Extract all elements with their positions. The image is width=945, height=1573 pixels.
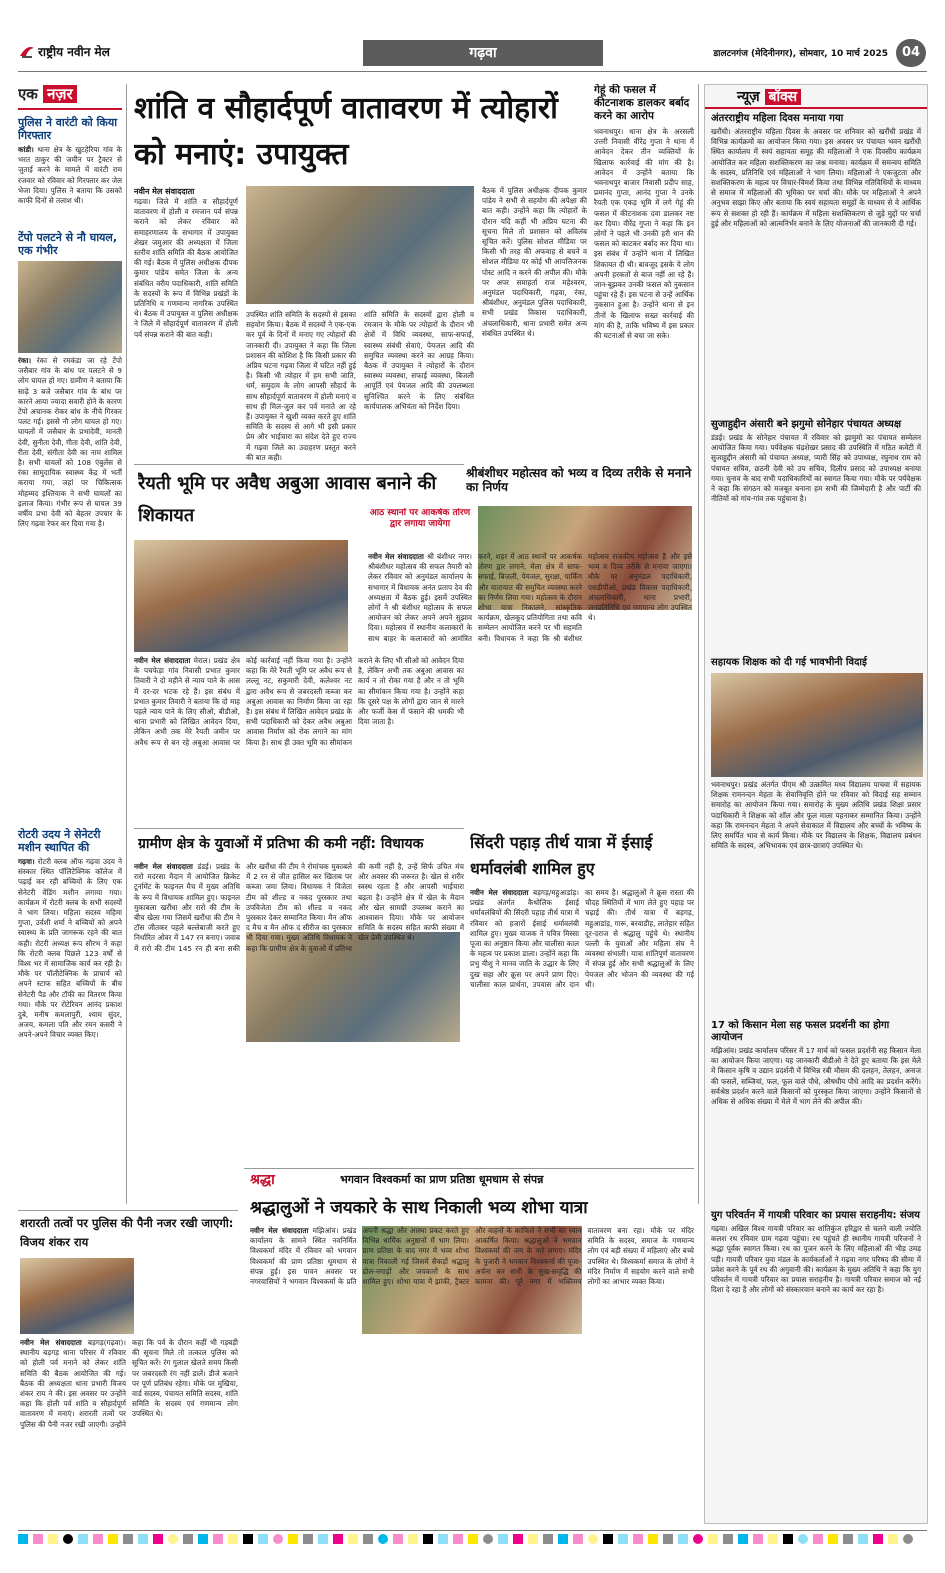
color-swatch <box>828 1534 838 1544</box>
farewell-photo <box>711 673 923 777</box>
color-swatch <box>753 1534 763 1544</box>
color-swatch <box>303 1534 313 1544</box>
lead-body-3: शांति समिति के सदस्यों द्वारा होली व रमजान के मौके पर त्योहारों के दौरान भी क्षेत्रों में विधि व्यवस्था, साफ-सफाई, स्वास्थ्य संबंधी सेवाएं, पेयजल आदि की समुचित व्यवस्था करने का आग्रह किया। बैठक में उपायुक्त ने त्योहारों के दौरान स्वास्थ्य व्यवस्था, सफाई व्यवस्था, बिजली आपूर्ति एवं पेयजल आदि की उपलब्धता सुनिश्चित करने के लिए संबंधित कार्यपालक अभियंता को निर्देश दिया। <box>364 310 474 411</box>
color-swatch <box>333 1534 343 1544</box>
color-swatch <box>78 1534 88 1544</box>
color-swatch <box>273 1534 283 1544</box>
color-swatch <box>888 1534 898 1544</box>
shraddha-headline: श्रद्धालुओं ने जयकारे के साथ निकाली भव्य शोभा यात्रा <box>250 1198 588 1218</box>
left-item-1-text: थाना क्षेत्र के खुटहेरिया गांव के भरत ठाकुर की जमीन पर ट्रैक्टर से जुताई करने के मामले में वारंटी राम रजवार को रविवार को गिरफ्तार कर जेल भेजा दिया। पुलिस ने बताया कि उसको काफी दिनों से तलाश थी। <box>18 145 122 206</box>
shraddha-kicker: श्रद्धा <box>250 1172 275 1188</box>
color-swatch <box>393 1534 403 1544</box>
sindri-byline: नवीन मेल संवाददाता <box>470 888 529 897</box>
news-box-label <box>705 85 927 109</box>
color-swatch <box>648 1534 658 1544</box>
color-swatch <box>618 1534 628 1544</box>
page-number-text: 04 <box>901 45 921 60</box>
news-box-label-2: बॉक्स <box>765 89 802 105</box>
raiyati-byline: नवीन मेल संवाददाता <box>134 656 191 665</box>
shribanshidhar-story <box>366 480 694 824</box>
shribanshidhar-subhead: आठ स्थानों पर आकर्षक तोरण द्वार लगाया जायेगा <box>369 508 471 529</box>
color-swatch <box>63 1534 73 1544</box>
raiyati-headline: रैयती भूमि पर अवैध अबुआ आवास बनाने की शिकायत <box>138 473 437 526</box>
left-item-3-head: रोटरी उदय ने सेनेटरी मशीन स्थापित की <box>18 828 101 854</box>
meeting-photo <box>246 186 474 304</box>
color-swatch <box>243 1534 253 1544</box>
color-swatch <box>408 1534 418 1544</box>
color-swatch <box>498 1534 508 1544</box>
shararati-byline: नवीन मेल संवाददाता <box>20 1338 82 1347</box>
paper-logo-icon <box>18 42 36 60</box>
color-swatch <box>723 1534 733 1544</box>
raiyati-text: मेराल। प्रखंड क्षेत्र के पचफेड़ा गांव निवासी प्रभात कुमार तिवारी ने दो महीने से न्याय पाने के आस में दर-दर भटक रहे हैं। इस संबंध में प्रभात कुमार तिवारी ने बताया कि दो माह पहले न्याय पाने के लिए सीओ, बीडीओ, थाना प्रभारी को लिखित आवेदन दिया, लेकिन अभी तक मेरे रैयती जमीन पर अवैध रूप से बन रहे अबुआ आवास पर कोई कार्रवाई नहीं किया गया है। उन्होंने कहा कि मेरे रैयती भूमि पर अवैध रूप से लल्लू नट, सकुमारी देवी, कलेश्वर नट द्वारा अवैध रूप से जबरदस्ती कब्जा कर अबुआ आवास का निर्माण किया जा रहा है। इस संबंध में लिखित आवेदन प्रखंड के सभी पदाधिकारी को देकर अवैध अबुआ आवास निर्माण को रोक लगाने का मांग किया है। साथ ही उक्त भूमि का सीमांकन कराने के लिए भी सीओ को आवेदन दिया है, लेकिन अभी तक अबुआ आवास का कार्य न तो रोका गया है और न तो भूमि का सीमांकन किया गया है। उन्होंने कहा कि दूसरे पक्ष के लोगों द्वारा जान से मारने और फर्जी केस में फंसाने की धमकी भी दिया जाता है। <box>134 656 464 747</box>
color-swatch <box>588 1534 598 1544</box>
news-box-label-1: न्यूज़ <box>737 89 760 105</box>
color-swatch <box>48 1534 58 1544</box>
box-item-3-body: भवनाथपुर। प्रखंड अंतर्गत पीएम श्री उत्क्रमित मध्य विद्यालय पाचवा में सहायक शिक्षक रामनन्दन मेहता के सेवानिवृत्ति होने पर रविवार को विदाई सह सम्मान समारोह का आयोजन किया गया। समारोह के मुख्य अतिथि प्रखंड शिक्षा प्रसार पदाधिकारी ने शिक्षक को शॉल और फूल माला पहनाकर सम्मानित किया। उन्होंने कहा कि रामनन्दन मेहता ने अपने सेवाकाल में विद्यालय और बच्चों के भविष्य के लिए समर्पित भाव से कार्य किया। मौके पर विद्यालय के शिक्षक, विद्यालय प्रबंधन समिति के सदस्य, अभिभावक एवं छात्र-छात्राएं उपस्थित थे। <box>711 780 921 851</box>
color-swatch <box>288 1534 298 1544</box>
lead-headline: शांति व सौहार्दपूर्ण वातावरण में त्योहारों को मनाएं: उपायुक्त <box>134 91 558 172</box>
color-swatch <box>738 1534 748 1544</box>
color-swatch <box>423 1534 433 1544</box>
left-item-1-dateline: कांडी। <box>18 145 34 154</box>
print-colorbar <box>18 1530 927 1544</box>
color-swatch <box>228 1534 238 1544</box>
sindri-body <box>470 888 694 1158</box>
ek-nazar-column <box>18 84 122 1204</box>
masthead <box>18 38 927 72</box>
ek-nazar-label <box>18 84 122 110</box>
police-meeting-photo <box>20 1258 134 1334</box>
color-swatch <box>843 1534 853 1544</box>
ek-nazar-label-1: एक <box>18 85 38 103</box>
color-swatch <box>708 1534 718 1544</box>
color-swatch <box>513 1534 523 1544</box>
color-swatch <box>348 1534 358 1544</box>
shararati-headline: शरारती तत्वों पर पुलिस की पैनी नजर रखी जाएगी: विजय शंकर राय <box>20 1216 234 1249</box>
grameen-text: डंडई। प्रखंड के रारो मदरसा मैदान में आयोजित क्रिकेट टूर्नामेंट के फाइनल मैच में मुख्य अतिथि के रूप में विधायक शामिल हुए। फाइनल मुकाबला खरौंधा और रारो की टीम के बीच खेला गया जिसमें खरौंधा की टीम ने टॉस जीतकर पहले बल्लेबाजी करते हुए निर्धारित ओवर में 147 रन बनाए। जवाब में रारो की टीम 145 रन ही बना सकी और खरौंधा की टीम ने रोमांचक मुकाबले में 2 रन से जीत हासिल कर खिताब पर कब्जा जमा लिया। विधायक ने विजेता टीम को शील्ड व नकद पुरस्कार तथा उपविजेता टीम को शील्ड व नकद पुरस्कार देकर सम्मानित किया। मैन ऑफ द मैच व मैन ऑफ द सीरीज का पुरस्कार भी दिया गया। मुख्य अतिथि विधायक ने कहा कि ग्रामीण क्षेत्र के युवाओं में प्रतिभा की कमी नहीं है, उन्हें सिर्फ उचित मंच और अवसर की जरूरत है। खेल से शरीर स्वस्थ रहता है और आपसी भाईचारा बढ़ता है। उन्होंने क्षेत्र में खेल के मैदान और खेल सामग्री उपलब्ध कराने का आश्वासन दिया। मौके पर आयोजन समिति के सदस्य सहित काफी संख्या में खेल प्रेमी उपस्थित थे। <box>134 862 464 953</box>
ek-nazar-label-2: नज़र <box>43 85 77 103</box>
color-swatch <box>468 1534 478 1544</box>
color-swatch <box>108 1534 118 1544</box>
color-swatch <box>33 1534 43 1544</box>
color-swatch <box>483 1534 493 1544</box>
shraddha-subhead: भगवान विश्वकर्मा का प्राण प्रतिष्ठा धूमधाम से संपन्न <box>340 1173 544 1186</box>
grameen-body <box>134 862 464 1154</box>
box-item-2-body: डंडई। प्रखंड के सोनेहार पंचायत में रविवार को झामुमो का पंचायत सम्मेलन आयोजित किया गया। पर्यवेक्षक चंद्रशेखर प्रसाद की उपस्थिति में गठित कमेटी में सुजाहुद्दीन अंसारी को पंचायत अध्यक्ष, प्यारी सिंह को उपाध्यक्ष, रघुनाथ राम को पंचायत सचिव, छठनी देवी को उप सचिव, दिलीप प्रसाद को उपाध्यक्ष बनाया गया। चुनाव के बाद सभी पदाधिकारियों का स्वागत किया गया। मौके पर पर्यवेक्षक ने कहा कि संगठन को मजबूत बनाना हम सभी की जिम्मेदारी है और पार्टी की नीतियों को गांव-गांव तक पहुंचाना है। <box>711 433 921 504</box>
color-swatch <box>258 1534 268 1544</box>
left-item-3-dateline: गढ़वा। <box>18 857 35 866</box>
left-item-2-dateline: रंका। <box>18 356 32 365</box>
color-swatch <box>858 1534 868 1544</box>
shribanshidhar-headline: श्रीबंशीधर महोत्सव को भव्य व दिव्य तरीके से मनाने का निर्णय <box>466 466 692 494</box>
left-item-3-text: रोटरी क्लब ऑफ गढ़वा उदय ने संस्कार स्थित पॉलिटेक्निक कॉलेज में पढ़ाई कर रही बच्चियों के लिए एक सेनेटरी वेंडिंग मशीन लगाया गया। कार्यक्रम में रोटरी क्लब के सभी सदस्यों ने भाग लिया। महिला सदस्य महिमा गुप्ता, उर्वशी शर्मा ने बच्चियों को अपने स्वास्थ्य के प्रति जागरूक रहने की बात कही। रोटरी अध्यक्ष रूप सौरभ ने कहा कि रोटरी क्लब पिछले 123 वर्षों से विश्व भर में सामाजिक कार्य कर रही है। मौके पर पॉलीटेक्निक के प्राचार्य को अपने स्टाफ सहित बच्चियों के बीच सेनेटरी पैड और टॉफी का वितरण किया गया। मौके पर रोटेरियन आनंद प्रकाश दुबे, मनीष कमलापुरी, श्याम सुंदर, अजय, कमला पति और रमन कसरी ने अपने-अपने विचार व्यक्त किए। <box>18 857 122 1040</box>
color-swatch <box>798 1534 808 1544</box>
color-swatch <box>903 1534 913 1544</box>
left-item-2-text: रंका से रमकंडा जा रहे टेंपो जसैबार गांव के बांध पर पलटने से 9 लोग घायल हो गए। ग्रामीण ने बताया कि साढ़े 3 बजे जसैबार गांव के बांध पर कारने आया ज्यादा सवारी होने के कारण टेंपो अचानक रोकर बांध के नीचे गिरकर पलट गई। इससे नौ लोग घायल हो गए। घायलों में जसैबार के प्रभादेवी, मानती देवी, सुनीता देवी, गीता देवी, शांति देवी, रीता देवी, संगीता देवी का नाम शामिल है। सभी घायलों को 108 एंबुलेंस से रंका सामुदायिक स्वास्थ्य केंद्र में भर्ती कराया गया, जहां पर चिकित्सक मोहम्मद इश्तियाक ने सभी घायलों का इलाज किया। गंभीर रूप से घायल 39 वर्षीय प्रभा देवी को बेहतर उपचार के लिए गढ़वा रेफर कर दिया गया है। <box>18 356 122 529</box>
left-item-3-body <box>18 857 122 1204</box>
color-swatch <box>138 1534 148 1544</box>
color-swatch <box>363 1534 373 1544</box>
color-swatch <box>18 1534 28 1544</box>
color-swatch <box>543 1534 553 1544</box>
grameen-byline: नवीन मेल संवाददाता <box>134 862 193 871</box>
color-swatch <box>183 1534 193 1544</box>
color-swatch <box>378 1534 388 1544</box>
color-swatch <box>198 1534 208 1544</box>
lead-body-4: बैठक में पुलिस अधीक्षक दीपक कुमार पांडेय ने सभी से सहयोग की अपेक्षा की बात कही। उन्होंने कहा कि त्योहारों के दौरान यदि कहीं भी अप्रिय घटना की सूचना मिले तो प्रशासन को अविलंब सूचित करें। पुलिस सोशल मीडिया पर किसी भी तरह की अफवाह से बचने व सोशल मीडिया पर कोई भी आपत्तिजनक पोस्ट आदि न करने की अपील की। मौके पर अपर समाहर्ता राज महेश्वरम, अनुमंडल पदाधिकारी, गढ़वा, रंका, श्रीबंशीधर, अनुमंडल पुलिस पदाधिकारी, सभी प्रखंड विकास पदाधिकारी, अंचलाधिकारी, थाना प्रभारी समेत अन्य संबंधित उपस्थित थे। <box>482 186 587 338</box>
shraddha-body <box>250 1226 694 1518</box>
shribanshidhar-byline: नवीन मेल संवाददाता <box>368 552 424 561</box>
shraddha-text: मझिआंव। प्रखंड कार्यालय के सामने स्थित नवनिर्मित विश्वकर्मा मंदिर में रविवार को भगवान विश्वकर्मा की प्राण प्रतिष्ठा धूमधाम से संपन्न हुई। इस पावन अवसर पर नगरवासियों ने भगवान विश्वकर्मा के प्रति अपनी श्रद्धा और आस्था प्रकट करते हुए विभिन्न धार्मिक अनुष्ठानों में भाग लिया। प्राण प्रतिष्ठा के बाद नगर में भव्य शोभा यात्रा निकाली गई जिसमें सैकड़ों श्रद्धालु ढोल-नगाड़ों और जयकारों के साथ शामिल हुए। शोभा यात्रा में झांकी, ट्रैक्टर और वाहनों के काफिले ने सभी का ध्यान आकर्षित किया। श्रद्धालुओं ने भगवान विश्वकर्मा की जय के नारे लगाए। मंदिर के पुजारी ने भगवान विश्वकर्मा की पूजा-अर्चना कर सभी के सुख-समृद्धि की कामना की। पूरे नगर में भक्तिमय वातावरण बना रहा। मौके पर मंदिर समिति के सदस्य, समाज के गणमान्य लोग एवं बड़ी संख्या में महिलाएं और बच्चे उपस्थित थे। विश्वकर्मा समाज के लोगों ने मंदिर निर्माण में सहयोग करने वाले सभी लोगों का आभार व्यक्त किया। <box>250 1226 694 1287</box>
shribanshidhar-text: श्री बंशीधर नगर। श्रीबंशीधर महोत्सव की सफल तैयारी को लेकर रविवार को अनुमंडल कार्यालय के सभागार में विधायक अनंत प्रताप देव की अध्यक्षता में बैठक हुई। इसमें उपस्थित लोगों ने श्री बंशीधर महोत्सव के सफल आयोजन को लेकर अपने अपने सुझाव दिया। महोत्सव में स्थानीय कलाकारों के साथ बाहर के कलाकारों को आमंत्रित करने, शहर में आठ स्थानों पर आकर्षक तोरण द्वार लगाने, मेला क्षेत्र में साफ-सफाई, बिजली, पेयजल, सुरक्षा, पार्किंग और यातायात की समुचित व्यवस्था करने का निर्णय लिया गया। महोत्सव के दौरान शोभा यात्रा निकालने, सांस्कृतिक कार्यक्रम, खेलकूद प्रतियोगिता तथा कवि सम्मेलन आयोजित करने पर भी सहमति बनी। विधायक ने कहा कि श्री बंशीधर महोत्सव राजकीय महोत्सव है और इसे भव्य व दिव्य तरीके से मनाया जाएगा। मौके पर अनुमंडल पदाधिकारी, एसडीपीओ, प्रखंड विकास पदाधिकारी, अंचलाधिकारी, थाना प्रभारी, जनप्रतिनिधि एवं गणमान्य लोग उपस्थित थे। <box>368 552 692 643</box>
left-item-2-head: टेंपो पलटने से नौ घायल, एक गंभीर <box>18 231 118 257</box>
color-swatch <box>693 1534 703 1544</box>
color-swatch <box>438 1534 448 1544</box>
color-swatch <box>168 1534 178 1544</box>
box-item-1-head: अंतरराष्ट्रीय महिला दिवस मनाया गया <box>711 113 844 124</box>
lead-body-2: उपस्थित शांति समिति के सदस्यों से इसका सहयोग किया। बैठक में सदस्यों ने एक-एक कर पूर्व के दिनों में मनाए गए त्योहारों की जानकारी दी। उपायुक्त ने कहा कि जिला प्रशासन की कोशिश है कि किसी प्रकार की अप्रिय घटना गढ़वा जिला में घटित नहीं हुई है। किसी भी त्योहार में हम सभी जाति, धर्म, समुदाय के लोग आपसी सौहार्द के साथ सौहार्दपूर्ण वातावरण में होली मनाएं व साथ ही मिल-जुल कर पर्व मनाते आ रहे हैं। उपायुक्त ने खुशी व्यक्त करते हुए शांति समिति के सदस्य से आगे भी इसी प्रकार प्रेम और भाईचारा का संदेश देते हुए राज्य में गढ़वा जिले का उदाहरण प्रस्तुत करने की बात कही। <box>246 310 356 462</box>
color-swatch <box>573 1534 583 1544</box>
color-swatch <box>213 1534 223 1544</box>
box-item-4-head: 17 को किसान मेला सह फसल प्रदर्शनी का होगा आयोजन <box>711 1020 890 1043</box>
page-number <box>896 39 926 67</box>
shararati-text: बड़गड़(गढ़वा)। स्थानीय बड़गड़ थाना परिसर में रविवार को होली पर्व मनाने को लेकर शांति समिति की बैठक आयोजित की गई। बैठक की अध्यक्षता थाना प्रभारी विजय शंकर राय ने की। इस अवसर पर उन्होंने कहा कि होली पर्व शांति व सौहार्दपूर्ण वातावरण में मनाएं। शरारती तत्वों पर पुलिस की पैनी नजर रखी जाएगी। उन्होंने कहा कि पर्व के दौरान कहीं भी गड़बड़ी की सूचना मिले तो तत्काल पुलिस को सूचित करें। रंग गुलाल खेलते समय किसी पर जबरदस्ती रंग नहीं डालें। डीजे बजाने पर पूर्ण प्रतिबंध रहेगा। मौके पर मुखिया, वार्ड सदस्य, पंचायत समिति सदस्य, शांति समिति के सदस्य एवं गणमान्य लोग उपस्थित थे। <box>20 1338 238 1429</box>
raiyati-photo <box>134 540 348 652</box>
news-box <box>704 84 928 1524</box>
lead-body-1: गढ़वा। जिले में शांति व सौहार्दपूर्ण वातावरण में होली व रमजान पर्व संपन्न कराने को लेकर रविवार को समाहरणालय के सभागार में उपायुक्त शेखर जमुआर की अध्यक्षता में जिला स्तरीय शांति समिति की बैठक आयोजित की गई। बैठक में पुलिस अधीक्षक दीपक कुमार पांडेय समेत जिला के अन्य संबंधित वरीय पदाधिकारी, शांति समिति के सदस्यों के रूप में विभिन्न प्रखंडों के प्रतिनिधि व गणमान्य नागरिक उपस्थित थे। बैठक में उपायुक्त व पुलिस अधीक्षक ने जिले में सौहार्दपूर्ण वातावरण में होली पर्व संपन्न कराने की बात कही। <box>134 197 238 339</box>
shraddha-byline: नवीन मेल संवाददाता <box>250 1226 309 1235</box>
left-item-1-body <box>18 145 122 227</box>
box-item-5-head: युग परिवर्तन में गायत्री परिवार का प्रयास सराहनीय: संजय <box>711 1210 920 1221</box>
color-swatch <box>558 1534 568 1544</box>
lead-col-1 <box>134 186 238 466</box>
sindri-text: बड़गड़/महुआडांड़। प्रखंड अंतर्गत कैथोलिक ईसाई धर्मावलंबियों की सिंदरी पहाड़ तीर्थ यात्रा में रविवार को हजारों ईसाई धर्मावलंबी शामिल हुए। मुख्य याजक ने पवित्र मिस्सा पूजा का अनुष्ठान किया और चालीसा काल के महत्व पर प्रकाश डाला। उन्होंने कहा कि प्रभु यीशु ने मानव जाति के उद्धार के लिए दुख सहा और क्रूस पर अपने प्राण दिए। चालीसा काल प्रार्थना, उपवास और दान का समय है। श्रद्धालुओं ने क्रूस रास्ता की चौदह स्थितियों में भाग लेते हुए पहाड़ पर चढ़ाई की। तीर्थ यात्रा में बड़गड़, महुआडांड़, गारू, बरवाडीह, लातेहार सहित दूर-दराज से श्रद्धालु पहुंचे थे। स्थानीय पल्ली के युवाओं और महिला संघ ने व्यवस्था संभाली। यात्रा शांतिपूर्ण वातावरण में संपन्न हुई और सभी श्रद्धालुओं के लिए पेयजल और भोजन की व्यवस्था की गई थी। <box>470 888 694 989</box>
sindri-headline: सिंदरी पहाड़ तीर्थ यात्रा में ईसाई धर्मावलंबी शामिल हुए <box>470 833 653 878</box>
left-item-1-head: पुलिस ने वारंटी को किया गिरफ्तार <box>18 116 118 142</box>
color-swatch <box>633 1534 643 1544</box>
color-swatch <box>768 1534 778 1544</box>
color-swatch <box>873 1534 883 1544</box>
color-swatch <box>318 1534 328 1544</box>
color-swatch <box>603 1534 613 1544</box>
color-swatch <box>528 1534 538 1544</box>
wheat-story <box>594 84 694 444</box>
section-bar <box>363 40 603 66</box>
shribanshidhar-body <box>368 552 692 820</box>
color-swatch <box>453 1534 463 1544</box>
color-swatch <box>783 1534 793 1544</box>
left-item-2-body <box>18 356 122 824</box>
color-swatch <box>123 1534 133 1544</box>
lead-byline: नवीन मेल संवाददाता <box>134 187 195 196</box>
shararati-body <box>20 1338 238 1520</box>
color-swatch <box>813 1534 823 1544</box>
section-title: गढ़वा <box>469 45 497 61</box>
bus-accident-photo <box>18 261 122 353</box>
color-swatch <box>663 1534 673 1544</box>
box-item-4-body: मझिआंव। प्रखंड कार्यालय परिसर में 17 मार्च को फसल प्रदर्शनी सह किसान मेला का आयोजन किया जाएगा। यह जानकारी बीडीओ ने देते हुए बताया कि इस मेले में किसान कृषि व उद्यान प्रदर्शनी में विभिन्न रबी मौसम की दलहन, तेलहन, अनाज की फसलें, सब्जियां, फल, फूल वाले पौधे, औषधीय पौधे आदि का प्रदर्शन करेंगे। सर्वश्रेष्ठ प्रदर्शन करने वाले किसानों को पुरस्कृत किया जाएगा। उन्होंने किसानों से अधिक से अधिक संख्या में मेले में भाग लेने की अपील की। <box>711 1046 921 1107</box>
box-item-2-head: सुजाहुद्दीन अंसारी बने झगुमो सोनेहार पंचायत अध्यक्ष <box>711 419 902 430</box>
paper-name: राष्ट्रीय नवीन मेल <box>38 45 110 59</box>
box-item-3-head: सहायक शिक्षक को दी गई भावभीनी विदाई <box>711 657 867 668</box>
grameen-story <box>134 862 464 1158</box>
box-item-1-body: खरौंधी। अंतरराष्ट्रीय महिला दिवस के अवसर पर शनिवार को खरौंधी प्रखंड में विभिन्न कार्यक्रमों का आयोजन किया गया। इस अवसर पर पंचायत भवन खरौंधी स्थित कार्यालय में स्वयं सहायता समूह की महिलाओं ने एक दिवसीय कार्यक्रम आयोजित कर महिला सशक्तिकरण का जश्न मनाया। कार्यक्रम में समन्वय समिति के सदस्य, प्रतिनिधि एवं महिलाओं ने भाग लिया। महिलाओं ने एकजुटता और सशक्तिकरण के महत्व पर विचार-विमर्श किया तथा विभिन्न गतिविधियों के माध्यम से समाज में महिलाओं की भूमिका पर चर्चा की। मौके पर महिलाओं ने अपने अनुभव साझा किए और बताया कि स्वयं सहायता समूहों के माध्यम से वे आर्थिक रूप से सशक्त हो रही हैं। कार्यक्रम में महिला सशक्तिकरण से जुड़े मुद्दों पर चर्चा हुई और महिलाओं को आत्मनिर्भर बनाने के लिए योजनाओं की जानकारी दी गई। <box>711 127 921 228</box>
wheat-headline: गेहूं की फसल में कीटनाशक डालकर बर्बाद करने का आरोप <box>594 84 690 122</box>
color-swatch <box>678 1534 688 1544</box>
wheat-body: भवनाथपुर। थाना क्षेत्र के अरसली उत्तरी निवासी वीरेंद्र गुप्ता ने थाना में आवेदन देकर तीन व्यक्तियों के खिलाफ कार्रवाई की मांग की है। आवेदन में उन्होंने बताया कि भवनाथपुर बाजार निवासी प्रदीप साह, प्रमानंद गुप्ता, आनंद गुप्ता ने उनके रैयती एक एकड़ भूमि में लगे गेहूं की फसल में कीटनाशक दवा डालकर नष्ट कर दिया। वीरेंद्र गुप्ता ने कहा कि इन लोगों ने पहले भी उनकी हरी धान की फसल को काटकर बर्बाद कर दिया था। इस संबंध में उन्होंने थाना में लिखित शिकायत दी थी। बावजूद इसके ये लोग अपनी हरकतों से बाज नहीं आ रहे हैं। जान-बूझकर उनकी फसल को नुकसान पहुंचा रहे हैं। इस घटना से उन्हें आर्थिक नुकसान हुआ है। उन्होंने थाना से इन तीनों के खिलाफ सख्त कार्रवाई की मांग की है, ताकि भविष्य में इस प्रकार की घटनाओं से बचा जा सके। <box>594 127 694 341</box>
color-swatch <box>93 1534 103 1544</box>
grameen-headline: ग्रामीण क्षेत्र के युवाओं में प्रतिभा की कमी नहीं: विधायक <box>138 836 424 852</box>
color-swatch <box>153 1534 163 1544</box>
shraddha-story <box>250 1226 694 1522</box>
dateline: डालटनगंज (मेदिनीनगर), सोमवार, 10 मार्च 2025 <box>713 49 888 59</box>
box-item-5-body: गढ़वा। अखिल विश्व गायत्री परिवार का शांतिकुंज हरिद्वार से चलने वाली ज्योति कलश रथ रविवार ग्राम गढ़वा पहुंचा। रथ पहुंचते ही स्थानीय गायत्री परिजनों ने श्रद्धा पूर्वक स्वागत किया। रथ का पूजन करने के लिए महिलाओं की भीड़ उमड़ पड़ी। गायत्री परिवार युवा मंडल के कार्यकर्ताओं ने गढ़वा नगर परिषद की सीमा में प्रवेश करने के पूर्व रथ की अगुवानी की। कार्यक्रम के मुख्य अतिथि ने कहा कि युग परिवर्तन में गायत्री परिवार का प्रयास सराहनीय है। गायत्री परिवार समाज को नई दिशा दे रहा है और लोगों को संस्कारवान बनाने का कार्य कर रहा है। <box>711 1224 921 1295</box>
